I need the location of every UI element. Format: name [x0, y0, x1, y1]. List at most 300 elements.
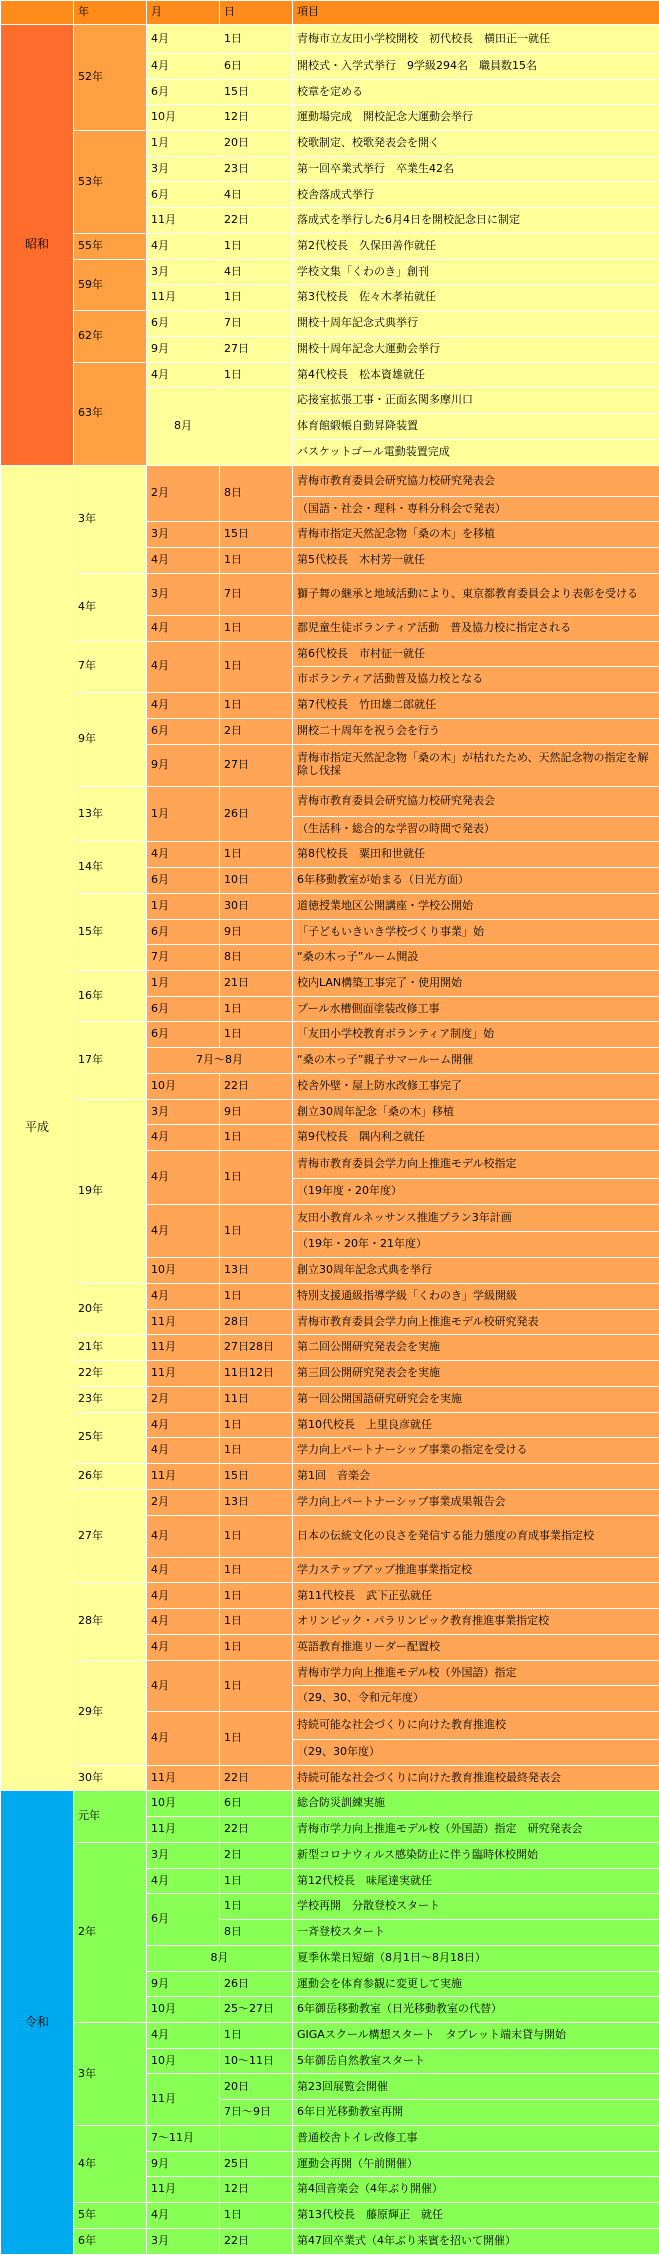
month-cell: 9月 [147, 744, 220, 786]
day-cell: 6日 [220, 53, 293, 79]
table-row [1, 1099, 659, 1125]
month-cell: 4月 [147, 641, 220, 692]
item-cell: GIGAスクール構想スタート タブレット端末貸与開始 [293, 2023, 659, 2049]
item-cell: 青梅市指定天然記念物「桑の木」が枯れたため、天然記念物の指定を解除し伐採 [293, 744, 659, 786]
item-cell: 第12代校長 味尾達実就任 [293, 1868, 659, 1894]
month-cell: 7月～8月 [147, 1048, 293, 1074]
month-cell: 6月 [147, 718, 220, 744]
item-cell: オリンピック・パラリンピック教育推進事業指定校 [293, 1609, 659, 1635]
month-cell: 11月 [147, 208, 220, 234]
month-cell: 4月 [147, 1515, 220, 1557]
item-cell: バスケットゴール電動装置完成 [293, 439, 659, 465]
day-cell: 1日 [220, 1557, 293, 1583]
day-cell: 20日 [220, 2074, 293, 2100]
year-cell: 13年 [74, 786, 147, 842]
month-cell: 2月 [147, 1386, 220, 1412]
item-cell: 道徳授業地区公開講座・学校公開始 [293, 893, 659, 919]
month-cell: 1月 [147, 893, 220, 919]
day-cell: 1日 [220, 233, 293, 259]
table-row [1, 465, 659, 497]
day-cell: 1日 [220, 25, 293, 54]
month-cell: 6月 [147, 79, 220, 105]
month-cell: 11月 [147, 1335, 220, 1361]
year-cell: 30年 [74, 1765, 147, 1791]
item-cell: 持続可能な社会づくりに向けた教育推進校 [293, 1712, 659, 1740]
year-cell: 4年 [74, 2125, 147, 2202]
month-cell: 4月 [147, 2023, 220, 2049]
item-cell: 校舎外壁・屋上防水改修工事完了 [293, 1073, 659, 1099]
item-cell: 「友田小学校教育ボランティア制度」始 [293, 1022, 659, 1048]
table-row [1, 1412, 659, 1438]
day-cell: 9日 [220, 919, 293, 945]
item-cell: 第1回 音楽会 [293, 1464, 659, 1490]
item-cell: 5年御岳自然教室スタート [293, 2048, 659, 2074]
month-cell: 4月 [147, 1557, 220, 1583]
month-cell: 11月 [147, 1765, 220, 1791]
item-cell: 運動会を体育参観に変更して実施 [293, 1971, 659, 1997]
month-cell: 11月 [147, 2177, 220, 2203]
header-year: 年 [74, 1, 147, 25]
day-cell: 7日 [220, 573, 293, 615]
month-cell: 4月 [147, 53, 220, 79]
item-cell: 校舎落成式挙行 [293, 182, 659, 208]
table-row [1, 1335, 659, 1361]
table-row [1, 641, 659, 667]
item-cell: （生活科・総合的な学習の時間で発表） [293, 816, 659, 842]
month-cell: 4月 [147, 1438, 220, 1464]
day-cell: 26日 [220, 1971, 293, 1997]
table-row [1, 693, 659, 719]
item-cell: 開校十周年記念大運動会挙行 [293, 336, 659, 362]
item-cell: 学校文集「くわのき」創刊 [293, 259, 659, 285]
month-cell: 10月 [147, 2048, 220, 2074]
day-cell: 15日 [220, 79, 293, 105]
day-cell: 23日 [220, 156, 293, 182]
day-cell: 1日 [220, 547, 293, 573]
item-cell: プール水槽側面塗装改修工事 [293, 996, 659, 1022]
table-row [1, 1765, 659, 1791]
month-cell: 1月 [147, 131, 220, 157]
month-cell: 4月 [147, 233, 220, 259]
year-cell: 7年 [74, 641, 147, 692]
item-cell: 第8代校長 粟田和世就任 [293, 842, 659, 868]
table-row [1, 362, 659, 388]
item-cell: 第一回卒業式挙行 卒業生42名 [293, 156, 659, 182]
month-cell: 4月 [147, 547, 220, 573]
month-cell: 1月 [147, 970, 220, 996]
day-cell: 25～27日 [220, 1997, 293, 2023]
month-cell: 4月 [147, 1583, 220, 1609]
item-cell: 落成式を挙行した6月4日を開校記念日に制定 [293, 208, 659, 234]
day-cell: 1日 [220, 1634, 293, 1660]
day-cell: 22日 [220, 1765, 293, 1791]
day-cell: 15日 [220, 1464, 293, 1490]
item-cell: 第23回展覧会開催 [293, 2074, 659, 2100]
month-cell: 4月 [147, 1412, 220, 1438]
month-cell: 4月 [147, 362, 220, 388]
item-cell: 第一回公開国語研究研究会を実施 [293, 1386, 659, 1412]
item-cell: 第13代校長 藤原輝正 就任 [293, 2203, 659, 2229]
day-cell: 8日 [220, 465, 293, 522]
month-cell: 4月 [147, 1125, 220, 1151]
item-cell: 都児童生徒ボランティア活動 普及協力校に指定される [293, 615, 659, 641]
day-cell: 8日 [220, 1920, 293, 1946]
month-cell: 3月 [147, 1099, 220, 1125]
item-cell: 第11代校長 武下正弘就任 [293, 1583, 659, 1609]
day-cell: 1日 [220, 1515, 293, 1557]
item-cell: 獅子舞の継承と地域活動により、東京都教育委員会より表彰を受ける [293, 573, 659, 615]
month-cell: 11月 [147, 285, 220, 311]
item-cell: 夏季休業日短縮（8月1日～8月18日） [293, 1945, 659, 1971]
item-cell: 青梅市指定天然記念物「桑の木」を移植 [293, 522, 659, 548]
item-cell: 青梅市教育委員会学力向上推進モデル校指定 [293, 1151, 659, 1179]
month-cell: 3月 [147, 1842, 220, 1868]
day-cell: 1日 [220, 996, 293, 1022]
day-cell: 1日 [220, 1412, 293, 1438]
month-cell: 10月 [147, 1073, 220, 1099]
day-cell: 1日 [220, 842, 293, 868]
era-cell: 平成 [1, 465, 74, 1791]
year-cell: 22年 [74, 1361, 147, 1387]
table-row [1, 2125, 659, 2151]
month-cell: 2月 [147, 465, 220, 522]
day-cell: 1日 [220, 1894, 293, 1920]
item-cell: 6年御岳移動教室（日光移動教室の代替） [293, 1997, 659, 2023]
table-row [1, 1361, 659, 1387]
day-cell: 9日 [220, 1099, 293, 1125]
month-cell: 4月 [147, 1868, 220, 1894]
table-row [1, 1022, 659, 1048]
year-cell: 23年 [74, 1386, 147, 1412]
item-cell: 一斉登校スタート [293, 1920, 659, 1946]
day-cell: 11日12日 [220, 1361, 293, 1387]
day-cell: 21日 [220, 970, 293, 996]
item-cell: 学力向上パートナーシップ事業の指定を受ける [293, 1438, 659, 1464]
item-cell: 運動会再開（午前開催） [293, 2151, 659, 2177]
month-cell: 11月 [147, 1817, 220, 1843]
month-cell: 10月 [147, 1997, 220, 2023]
year-cell: 63年 [74, 362, 147, 465]
day-cell: 1日 [220, 1868, 293, 1894]
year-cell: 28年 [74, 1583, 147, 1660]
item-cell: 第47回卒業式（4年ぶり来賓を招いて開催） [293, 2228, 659, 2254]
table-row [1, 1660, 659, 1686]
day-cell: 7日 [220, 311, 293, 337]
day-cell: 20日 [220, 131, 293, 157]
month-cell: 7～11月 [147, 2125, 220, 2151]
item-cell: （29、30、令和元年度） [293, 1686, 659, 1712]
year-cell: 3年 [74, 465, 147, 573]
item-cell: 「子どもいきいき学校づくり事業」始 [293, 919, 659, 945]
year-cell: 元年 [74, 1791, 147, 1842]
month-cell: 9月 [147, 336, 220, 362]
item-cell: 第7代校長 竹田雄二郎就任 [293, 693, 659, 719]
day-cell: 1日 [220, 1712, 293, 1766]
era-cell: 令和 [1, 1791, 74, 2255]
day-cell: 26日 [220, 786, 293, 842]
item-cell: 青梅市教育委員会研究協力校研究発表会 [293, 786, 659, 816]
day-cell: 12日 [220, 2177, 293, 2203]
day-cell: 22日 [220, 2228, 293, 2254]
month-cell: 6月 [147, 868, 220, 894]
year-cell: 27年 [74, 1489, 147, 1583]
table-row [1, 1386, 659, 1412]
item-cell: 校歌制定、校歌発表会を開く [293, 131, 659, 157]
item-cell: 6年移動教室が始まる（日光方面） [293, 868, 659, 894]
month-cell: 11月 [147, 2074, 220, 2125]
year-cell: 5年 [74, 2203, 147, 2229]
day-cell: 13日 [220, 1489, 293, 1515]
day-cell: 8日 [220, 945, 293, 971]
item-cell: （19年度・20年度） [293, 1178, 659, 1204]
month-cell: 6月 [147, 1022, 220, 1048]
day-cell: 27日 [220, 744, 293, 786]
year-cell: 62年 [74, 311, 147, 362]
item-cell: 青梅市学力向上推進モデル校（外国語）指定 [293, 1660, 659, 1686]
table-row [1, 573, 659, 615]
month-cell: 3月 [147, 2228, 220, 2254]
month-cell: 4月 [147, 842, 220, 868]
year-cell: 55年 [74, 233, 147, 259]
month-cell: 6月 [147, 182, 220, 208]
year-cell: 14年 [74, 842, 147, 893]
day-cell: 4日 [220, 259, 293, 285]
table-row [1, 842, 659, 868]
month-cell: 6月 [147, 919, 220, 945]
day-cell: 1日 [220, 1151, 293, 1205]
item-cell: 学校再開 分散登校スタート [293, 1894, 659, 1920]
month-cell: 6月 [147, 996, 220, 1022]
table-row [1, 25, 659, 54]
day-cell: 1日 [220, 1609, 293, 1635]
month-cell: 6月 [147, 1894, 220, 1945]
year-cell: 20年 [74, 1283, 147, 1334]
table-row [1, 311, 659, 337]
day-cell: 1日 [220, 1438, 293, 1464]
item-cell: 第9代校長 隅内利之就任 [293, 1125, 659, 1151]
table-row [1, 1583, 659, 1609]
year-cell: 3年 [74, 2023, 147, 2126]
item-cell: 青梅市教育委員会学力向上推進モデル校研究発表 [293, 1309, 659, 1335]
item-cell: 学力向上パートナーシップ事業成果報告会 [293, 1489, 659, 1515]
month-cell: 3月 [147, 156, 220, 182]
day-cell [220, 2125, 293, 2151]
day-cell: 12日 [220, 105, 293, 131]
table-row [1, 1464, 659, 1490]
header-day: 日 [220, 1, 293, 25]
table-row [1, 233, 659, 259]
month-cell: 4月 [147, 1660, 220, 1711]
item-cell: 学力ステップアップ推進事業指定校 [293, 1557, 659, 1583]
day-cell: 2日 [220, 1842, 293, 1868]
month-cell: 3月 [147, 573, 220, 615]
month-cell: 4月 [147, 615, 220, 641]
header-item: 項目 [293, 1, 659, 25]
item-cell: 特別支援通級指導学級「くわのき」学級開級 [293, 1283, 659, 1309]
day-cell: 1日 [220, 285, 293, 311]
day-cell: 27日 [220, 336, 293, 362]
day-cell: 1日 [220, 1660, 293, 1711]
item-cell: （29、30年度） [293, 1739, 659, 1765]
item-cell: 開校二十周年を祝う会を行う [293, 718, 659, 744]
table-row [1, 259, 659, 285]
table-row [1, 2203, 659, 2229]
month-cell: 11月 [147, 1361, 220, 1387]
item-cell: 第5代校長 木村芳一就任 [293, 547, 659, 573]
era-cell: 昭和 [1, 25, 74, 466]
item-cell: 第2代校長 久保田善作就任 [293, 233, 659, 259]
day-cell: 6日 [220, 1791, 293, 1817]
month-cell: 4月 [147, 693, 220, 719]
month-cell: 4月 [147, 1204, 220, 1258]
day-cell: 27日28日 [220, 1335, 293, 1361]
month-cell: 4月 [147, 1151, 220, 1205]
day-cell: 1日 [220, 693, 293, 719]
year-cell: 15年 [74, 893, 147, 970]
table-row [1, 786, 659, 816]
day-cell: 28日 [220, 1309, 293, 1335]
month-cell: 1月 [147, 786, 220, 842]
month-cell: 4月 [147, 25, 220, 54]
day-cell: 1日 [220, 362, 293, 388]
day-cell: 22日 [220, 1073, 293, 1099]
day-cell: 1日 [220, 1583, 293, 1609]
item-cell: 第4回音楽会（4年ぶり開催） [293, 2177, 659, 2203]
day-cell: 1日 [220, 1125, 293, 1151]
month-cell: 11月 [147, 1464, 220, 1490]
table-row [1, 970, 659, 996]
table-row [1, 1842, 659, 1868]
day-cell: 10～11日 [220, 2048, 293, 2074]
day-cell: 4日 [220, 182, 293, 208]
month-cell: 4月 [147, 1634, 220, 1660]
day-cell: 15日 [220, 522, 293, 548]
item-cell: 第3代校長 佐々木孝祐就任 [293, 285, 659, 311]
month-cell: 8月 [147, 388, 220, 465]
year-cell: 6年 [74, 2228, 147, 2254]
item-cell: 開校式・入学式挙行 9学級294名 職員数15名 [293, 53, 659, 79]
year-cell: 52年 [74, 25, 147, 131]
item-cell: 新型コロナウィルス感染防止に伴う臨時休校開始 [293, 1842, 659, 1868]
month-cell: 4月 [147, 2203, 220, 2229]
month-cell: 3月 [147, 522, 220, 548]
item-cell: 第6代校長 市村征一就任 [293, 641, 659, 667]
table-row [1, 2023, 659, 2049]
day-cell: 1日 [220, 2203, 293, 2229]
item-cell: 応接室拡張工事・正面玄関多摩川口 [293, 388, 659, 414]
item-cell: 第二回公開研究発表会を実施 [293, 1335, 659, 1361]
item-cell: 開校十周年記念式典挙行 [293, 311, 659, 337]
item-cell: “桑の木っ子”ルーム開設 [293, 945, 659, 971]
item-cell: 体育館緞帳自動昇降装置 [293, 414, 659, 440]
item-cell: 友田小教育ルネッサンス推進プラン3年計画 [293, 1204, 659, 1232]
month-cell: 9月 [147, 1971, 220, 1997]
header-row [1, 1, 659, 25]
header-month: 月 [147, 1, 220, 25]
item-cell: 創立30周年記念「桑の木」移植 [293, 1099, 659, 1125]
item-cell: 持続可能な社会づくりに向けた教育推進校最終発表会 [293, 1765, 659, 1791]
year-cell: 2年 [74, 1842, 147, 2022]
item-cell: 青梅市学力向上推進モデル校（外国語）指定 研究発表会 [293, 1817, 659, 1843]
day-cell: 13日 [220, 1258, 293, 1284]
year-cell: 16年 [74, 970, 147, 1021]
month-cell: 9月 [147, 2151, 220, 2177]
item-cell: 総合防災訓練実施 [293, 1791, 659, 1817]
month-cell: 10月 [147, 1791, 220, 1817]
day-cell: 11日 [220, 1386, 293, 1412]
day-cell: 1日 [220, 1022, 293, 1048]
item-cell: 第4代校長 松本資雄就任 [293, 362, 659, 388]
item-cell: 運動場完成 開校記念大運動会挙行 [293, 105, 659, 131]
item-cell: 青梅市教育委員会研究協力校研究発表会 [293, 465, 659, 497]
day-cell: 30日 [220, 893, 293, 919]
table-row [1, 131, 659, 157]
item-cell: 校内LAN構築工事完了・使用開始 [293, 970, 659, 996]
day-cell: 1日 [220, 615, 293, 641]
item-cell: （19年・20年・21年度） [293, 1232, 659, 1258]
item-cell: （国語・社会・理科・専科分科会で発表） [293, 497, 659, 522]
year-cell: 53年 [74, 131, 147, 234]
day-cell: 10日 [220, 868, 293, 894]
day-cell [220, 388, 293, 465]
year-cell: 25年 [74, 1412, 147, 1463]
item-cell: “桑の木っ子”親子サマールーム開催 [293, 1048, 659, 1074]
month-cell: 10月 [147, 105, 220, 131]
item-cell: 英語教育推進リーダー配置校 [293, 1634, 659, 1660]
item-cell: 校章を定める [293, 79, 659, 105]
table-row [1, 1791, 659, 1817]
year-cell: 29年 [74, 1660, 147, 1765]
year-cell: 26年 [74, 1464, 147, 1490]
year-cell: 17年 [74, 1022, 147, 1099]
month-cell: 3月 [147, 259, 220, 285]
day-cell: 2日 [220, 718, 293, 744]
table-row [1, 2228, 659, 2254]
month-cell: 2月 [147, 1489, 220, 1515]
year-cell: 9年 [74, 693, 147, 787]
item-cell: 青梅市立友田小学校開校 初代校長 横田正一就任 [293, 25, 659, 54]
table-body [1, 25, 659, 2255]
table-row [1, 893, 659, 919]
item-cell: 日本の伝統文化の良さを発信する能力態度の育成事業指定校 [293, 1515, 659, 1557]
day-cell: 1日 [220, 1204, 293, 1258]
item-cell: 6年日光移動教室再開 [293, 2100, 659, 2126]
month-cell: 6月 [147, 311, 220, 337]
month-cell: 10月 [147, 1258, 220, 1284]
day-cell: 1日 [220, 1283, 293, 1309]
day-cell: 22日 [220, 1817, 293, 1843]
item-cell: 創立30周年記念式典を挙行 [293, 1258, 659, 1284]
item-cell: 普通校舎トイレ改修工事 [293, 2125, 659, 2151]
month-cell: 4月 [147, 1609, 220, 1635]
day-cell: 22日 [220, 208, 293, 234]
month-cell: 8月 [147, 1945, 293, 1971]
month-cell: 11月 [147, 1309, 220, 1335]
year-cell: 4年 [74, 573, 147, 641]
year-cell: 21年 [74, 1335, 147, 1361]
item-cell: 第10代校長 上里良彦就任 [293, 1412, 659, 1438]
month-cell: 4月 [147, 1712, 220, 1766]
day-cell: 1日 [220, 641, 293, 692]
item-cell: 市ボランティア活動普及協力校となる [293, 667, 659, 693]
day-cell: 25日 [220, 2151, 293, 2177]
year-cell: 19年 [74, 1099, 147, 1283]
month-cell: 4月 [147, 1283, 220, 1309]
table-row [1, 1489, 659, 1515]
month-cell: 7月 [147, 945, 220, 971]
header-era [1, 1, 74, 25]
day-cell: 1日 [220, 2023, 293, 2049]
